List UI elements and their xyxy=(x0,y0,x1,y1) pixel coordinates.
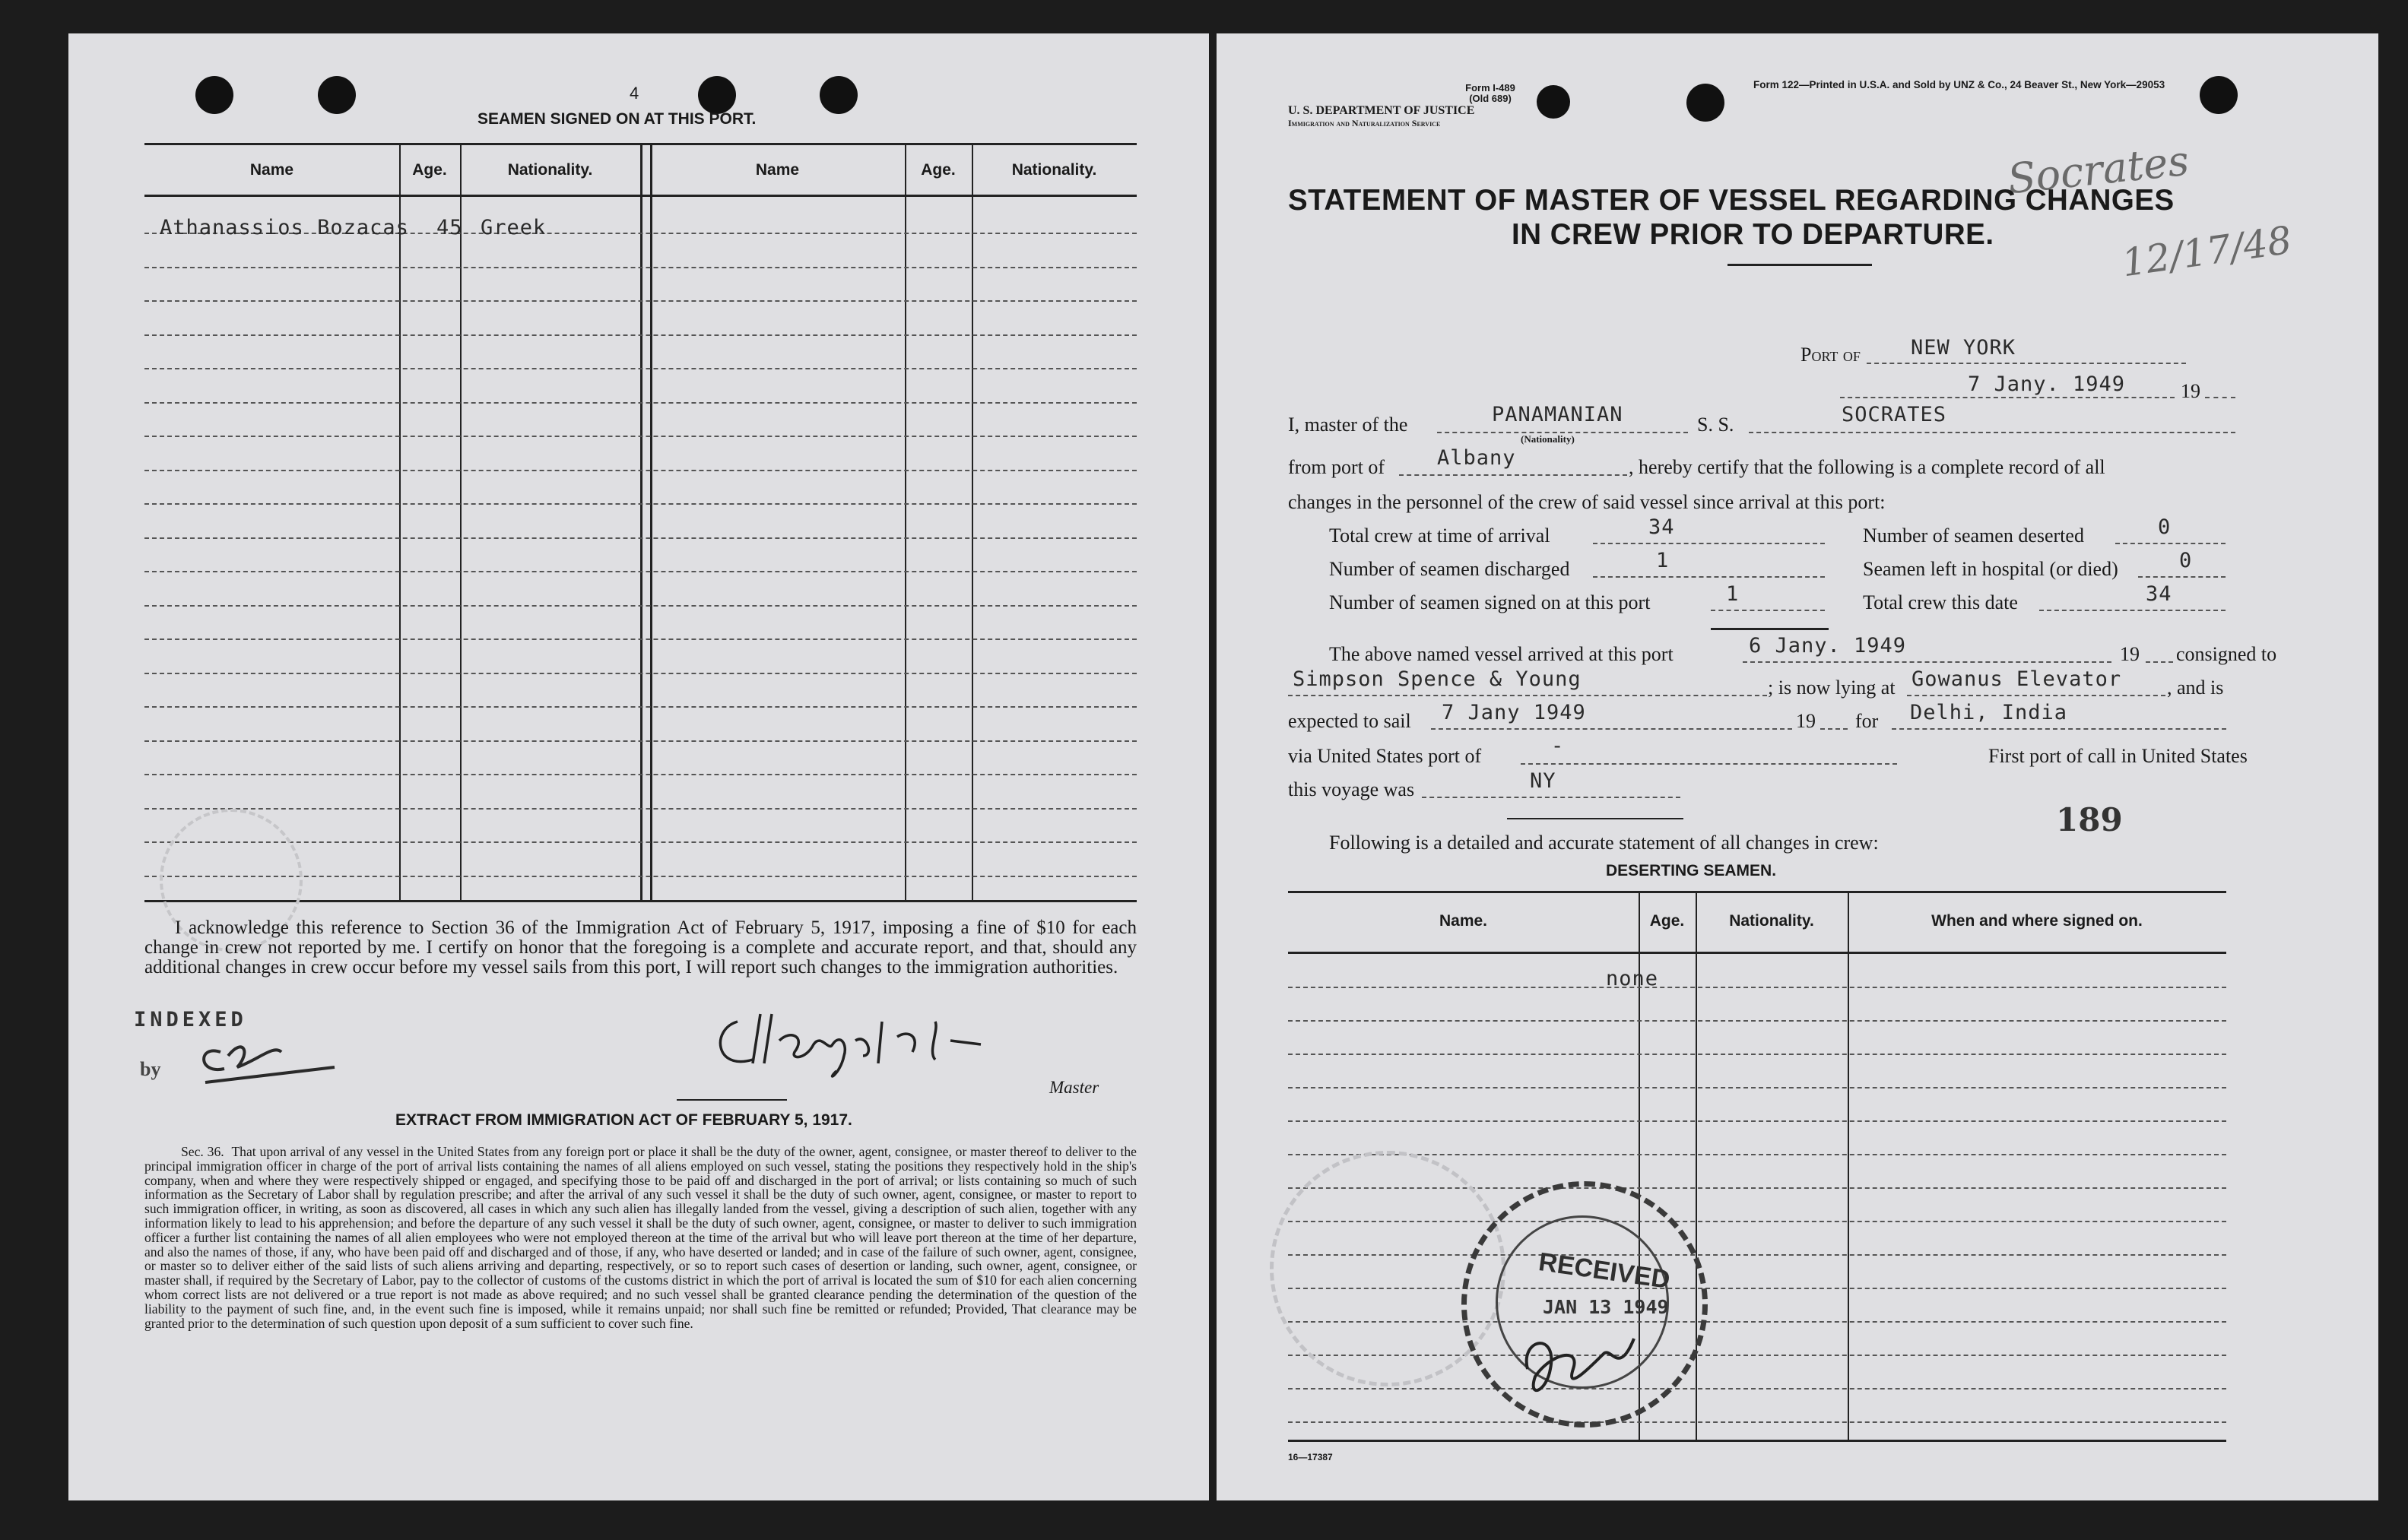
consignee-line xyxy=(1288,695,1767,696)
deserting-row-line xyxy=(1288,1154,2226,1155)
table-row-line xyxy=(144,503,1137,505)
binder-hole xyxy=(2200,76,2238,114)
table-row-line xyxy=(144,267,1137,268)
deserting-column-signed-on: When and where signed on. xyxy=(1931,912,2143,930)
voyage-line xyxy=(1422,797,1680,798)
right-page xyxy=(1217,33,2378,1500)
voyage-label: this voyage was xyxy=(1288,778,1415,800)
arrived-line xyxy=(1743,661,2111,663)
column-header-nationality: Nationality. xyxy=(1011,161,1097,179)
received-label: RECEIVED xyxy=(1537,1247,1672,1294)
via-line xyxy=(1521,763,1897,765)
statement-date: 7 Jany. 1949 xyxy=(1968,372,2126,396)
lying-line xyxy=(1907,695,2165,696)
vessel-name-line xyxy=(1749,432,2235,433)
stamp-number: 189 xyxy=(2056,801,2123,838)
service: Immigration and Naturalization Service xyxy=(1288,118,1441,128)
column-divider xyxy=(650,143,652,900)
total-crew-arrival-value: 34 xyxy=(1648,515,1675,539)
stat-rule xyxy=(1711,628,1829,630)
year-suffix: 19 xyxy=(1796,710,1816,732)
deserting-column-age: Age. xyxy=(1649,912,1685,930)
table-row-line xyxy=(144,571,1137,572)
port-of-value: NEW YORK xyxy=(1911,336,2016,360)
binder-hole xyxy=(820,76,858,114)
deserting-entry: none xyxy=(1606,967,1659,990)
indexed-initials-signature xyxy=(190,1022,342,1090)
hospital-label: Seamen left in hospital (or died) xyxy=(1863,558,2118,580)
year-line xyxy=(2146,661,2173,663)
first-port-label: First port of call in United States xyxy=(1988,745,2248,767)
year-suffix: 19 xyxy=(2120,643,2140,665)
acknowledgment-text: I acknowledge this reference to Section 36 of the Immigration Act of February 5, 1917, imposing a fine of $10 for each change in crew not reported by me. I certify on honor that the foregoing is a complete and accurate report, and that, should any additional changes in crew occur before my vessel sails from this port, I will report such changes to the immigration authorities. xyxy=(144,917,1137,978)
signed-on-value: 1 xyxy=(1726,582,1740,606)
table-row-line xyxy=(144,673,1137,674)
table-row-line xyxy=(144,300,1137,302)
table-row-line xyxy=(144,605,1137,607)
printer-note: Form 122—Printed in U.S.A. and Sold by UNZ & Co., 24 Beaver St., New York—29053 xyxy=(1753,79,2165,90)
seaman-name: Athanassios Bozacas xyxy=(160,216,409,239)
received-stamp-signature xyxy=(1512,1323,1649,1407)
form-number: Form I-489 (Old 689) xyxy=(1465,82,1515,104)
total-crew-date-label: Total crew this date xyxy=(1863,591,2018,613)
table-row-line xyxy=(144,740,1137,742)
consigned-label: consigned to xyxy=(2176,643,2277,665)
deserted-label: Number of seamen deserted xyxy=(1863,524,2084,547)
department: U. S. DEPARTMENT OF JUSTICE xyxy=(1288,104,1475,117)
signature-line xyxy=(677,1099,787,1101)
nationality-caption: (Nationality) xyxy=(1521,433,1575,445)
via-label: via United States port of xyxy=(1288,745,1482,767)
for-label: for xyxy=(1855,710,1879,732)
binder-hole xyxy=(195,76,233,114)
seaman-nationality: Greek xyxy=(481,216,547,239)
column-header-age: Age. xyxy=(412,161,447,179)
stat-line xyxy=(1593,543,1825,544)
indexed-by-label: by xyxy=(140,1058,161,1080)
left-page xyxy=(68,33,1209,1500)
port-of-label: Port of xyxy=(1800,344,1861,366)
deserting-row-line xyxy=(1288,1054,2226,1055)
page-number: 4 xyxy=(630,84,639,103)
table-row-line xyxy=(144,638,1137,640)
deserting-row-line xyxy=(1288,1087,2226,1088)
indexed-stamp: INDEXED xyxy=(134,1008,247,1031)
column-divider xyxy=(972,143,973,900)
deserting-row-line xyxy=(1288,1020,2226,1022)
stat-line xyxy=(2138,576,2226,578)
and-is-label: , and is xyxy=(2167,677,2224,699)
date-line xyxy=(1840,397,2175,398)
changes-text: changes in the personnel of the crew of said vessel since arrival at this port: xyxy=(1288,491,1886,513)
year-line xyxy=(1820,728,1848,730)
column-divider xyxy=(905,143,906,900)
expected-label: expected to sail xyxy=(1288,710,1411,732)
binder-hole xyxy=(318,76,356,114)
stat-line xyxy=(1711,610,1825,611)
seaman-age: 45 xyxy=(436,216,463,239)
hospital-value: 0 xyxy=(2179,549,2193,572)
arrived-date: 6 Jany. 1949 xyxy=(1749,634,1907,658)
extract-text xyxy=(144,1145,1137,1330)
master-label: Master xyxy=(1049,1078,1099,1097)
extract-title: EXTRACT FROM IMMIGRATION ACT OF FEBRUARY 5, 1917. xyxy=(395,1111,852,1129)
table-row-line xyxy=(144,537,1137,539)
deserting-row-line xyxy=(1288,987,2226,988)
voyage-value: NY xyxy=(1530,769,1556,793)
deserting-row-line xyxy=(1288,1421,2226,1423)
year-suffix: 19 xyxy=(2181,380,2200,402)
column-divider xyxy=(1696,891,1697,1440)
deserted-value: 0 xyxy=(2158,515,2172,539)
ss-label: S. S. xyxy=(1697,414,1734,436)
table-row-line xyxy=(144,470,1137,471)
deserting-column-name: Name. xyxy=(1439,912,1488,930)
column-header-name: Name xyxy=(249,161,294,179)
table-row-line xyxy=(144,436,1137,437)
year-line xyxy=(2205,397,2235,398)
column-header-age: Age. xyxy=(921,161,956,179)
column-divider xyxy=(1848,891,1849,1440)
following-text: Following is a detailed and accurate statement of all changes in crew: xyxy=(1329,832,1879,854)
vessel-name: SOCRATES xyxy=(1842,403,1947,426)
master-signature xyxy=(707,999,996,1082)
from-port-value: Albany xyxy=(1437,446,1516,470)
deserting-column-nationality: Nationality. xyxy=(1729,912,1814,930)
destination: Delhi, India xyxy=(1910,701,2068,724)
title-underline xyxy=(1727,264,1872,266)
deserting-table-header-rule xyxy=(1288,952,2226,954)
sail-date: 7 Jany 1949 xyxy=(1442,701,1586,724)
port-of-line xyxy=(1867,363,2186,364)
received-date: JAN 13 1949 xyxy=(1543,1296,1669,1318)
column-header-nationality: Nationality. xyxy=(507,161,593,179)
form-title-line1: STATEMENT OF MASTER OF VESSEL REGARDING CHANGES xyxy=(1288,184,2175,217)
certify-text: , hereby certify that the following is a complete record of all xyxy=(1629,456,2105,478)
discharged-label: Number of seamen discharged xyxy=(1329,558,1570,580)
table-row-line xyxy=(144,841,1137,843)
total-crew-arrival-label: Total crew at time of arrival xyxy=(1329,524,1550,547)
column-divider xyxy=(460,143,462,900)
deserting-table-top xyxy=(1288,891,2226,893)
vessel-nationality: PANAMANIAN xyxy=(1492,403,1623,426)
stat-line xyxy=(2039,610,2226,611)
from-port-line xyxy=(1399,474,1627,476)
deserting-heading: DESERTING SEAMEN. xyxy=(1606,862,1777,879)
table-row-line xyxy=(144,808,1137,810)
from-port-label: from port of xyxy=(1288,456,1385,478)
column-header-name: Name xyxy=(755,161,800,179)
footer-code: 16—17387 xyxy=(1288,1452,1333,1462)
table-row-line xyxy=(144,774,1137,775)
table-row-line xyxy=(144,368,1137,369)
deserting-row-line xyxy=(1288,1388,2226,1389)
column-divider xyxy=(640,143,642,900)
stat-line xyxy=(1593,576,1825,578)
via-port: - xyxy=(1551,734,1565,758)
arrived-label: The above named vessel arrived at this port xyxy=(1329,643,1674,665)
signed-on-label: Number of seamen signed on at this port xyxy=(1329,591,1651,613)
consignee: Simpson Spence & Young xyxy=(1293,667,1582,691)
deserting-table-bottom xyxy=(1288,1440,2226,1442)
handwritten-date: 12/17/48 xyxy=(2119,217,2295,286)
lying-label: ; is now lying at xyxy=(1768,677,1896,699)
voyage-rule xyxy=(1507,818,1683,819)
handwritten-vessel-name: Socrates xyxy=(2005,136,2191,204)
extract-body: That upon arrival of any vessel in the United States from any foreign port or place it shall be the duty of the owner, agent, consignee, or master thereof to deliver to the principal immigration officer in charge of the port of arrival lists containing the names of all aliens employed on such vessel, stating the positions they respectively hold in the ship's company, when and where they were respectively shipped or engaged, and specifying those to be paid off and discharged in the port of arrival; or lists containing so much of such information as the Secretary of Labor shall by regulation prescribe; and after the arrival of any such vessel it shall be the duty of such owner, agent, consignee, or master to report to such immigration officer, in writing, as soon as discovered, all cases in which any such alien has illegally landed from the vessel, giving a description of such alien, together with any information likely to lead to his apprehension; and before the departure of any such vessel it shall be the duty of such owner, agent, consignee, or master to deliver to such immigration officer a further list containing the names of all alien employees who were not employed thereon at the time of the arrival but who will leave port thereon at the time of her departure, and also the names of those, if any, who have been paid off and discharged and of those, if any, who have deserted or landed; and in case of the failure of such owner, agent, consignee, or master so to deliver either of the said lists of such aliens arriving and departing, respectively, or so to report such cases of desertion or landing, such owner, agent, consignee, or master shall, if required by the Secretary of Labor, pay to the collector of customs of the customs district in which the port of arrival is located the sum of $10 for each alien concerning whom correct lists are not delivered or a true report is not made as above required; and no such vessel shall be granted clearance pending the determination of the question of the liability to the payment of such fine, and, in the event such fine is imposed, while it remains unpaid; nor shall such fine be remitted or refunded; Provided, That clearance may be granted prior to the determination of such question upon deposit of a sum sufficient to cover such fine. xyxy=(144,1144,1137,1331)
destination-line xyxy=(1892,728,2226,730)
signed-on-heading: SEAMEN SIGNED ON AT THIS PORT. xyxy=(477,110,757,128)
stat-line xyxy=(2115,543,2226,544)
form-title-line2: IN CREW PRIOR TO DEPARTURE. xyxy=(1512,218,1994,251)
table-row-line xyxy=(144,706,1137,708)
sail-date-line xyxy=(1431,728,1792,730)
column-divider xyxy=(399,143,401,900)
discharged-value: 1 xyxy=(1656,549,1670,572)
table-row-line xyxy=(144,402,1137,404)
binder-hole xyxy=(1686,84,1724,122)
received-stamp xyxy=(1461,1181,1708,1428)
master-of-the-label: I, master of the xyxy=(1288,414,1408,436)
lying-at: Gowanus Elevator xyxy=(1911,667,2122,691)
section-label: Sec. 36. xyxy=(181,1144,224,1159)
binder-hole xyxy=(698,76,736,114)
total-crew-date-value: 34 xyxy=(2146,582,2172,606)
deserting-row-line xyxy=(1288,1120,2226,1122)
table-row-line xyxy=(144,334,1137,336)
